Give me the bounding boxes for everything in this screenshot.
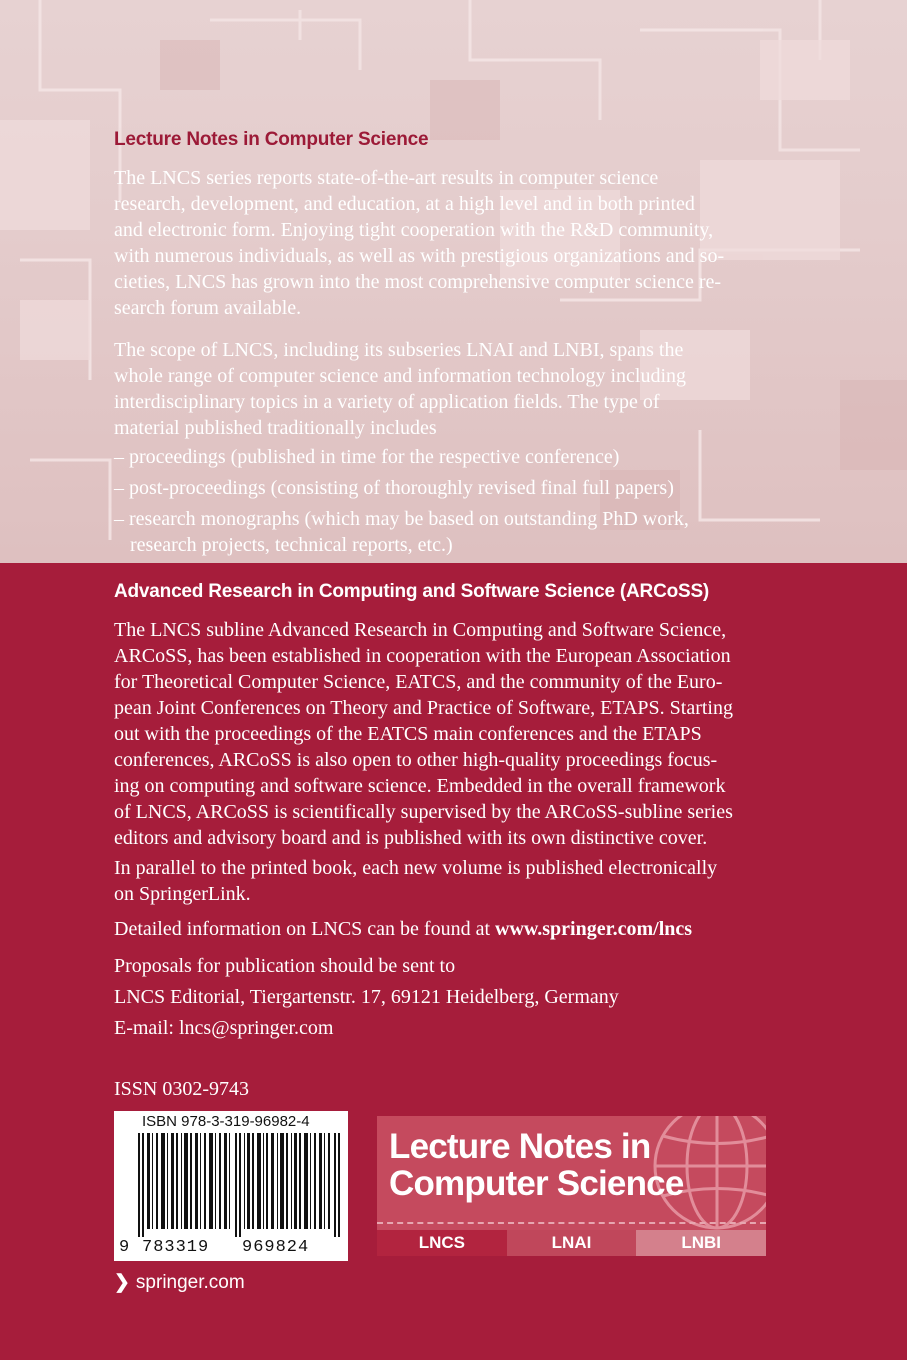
chevron-right-icon: ❯ [114, 1272, 130, 1293]
barcode-bars [138, 1133, 342, 1237]
text-line: ARCoSS, has been established in cooperation with the European Association [114, 645, 731, 667]
text-line: The scope of LNCS, including its subseries LNAI and LNBI, spans the [114, 339, 684, 361]
issn-number: ISSN 0302-9743 [114, 1078, 250, 1100]
list-item [114, 444, 794, 470]
info-line [114, 916, 794, 942]
arcoss-heading: Advanced Research in Computing and Software Science (ARCoSS) [114, 581, 710, 602]
springer-link[interactable] [114, 1271, 245, 1294]
text-line: Proposals for publication should be sent to [114, 955, 456, 977]
logo-divider [377, 1222, 766, 1224]
email-link[interactable]: E-mail: lncs@springer.com [114, 1017, 334, 1039]
lncs-heading: Lecture Notes in Computer Science [114, 129, 429, 150]
address-line [114, 984, 794, 1010]
barcode-group-2: 969824 [242, 1238, 310, 1257]
text-line: interdisciplinary topics in a variety of application fields. The type of [114, 391, 660, 413]
email-line [114, 1015, 794, 1041]
text-line: research, development, and education, at a high level and in both printed [114, 193, 695, 215]
text-line: search forum available. [114, 297, 302, 319]
logo-tab-lnai: LNAI [507, 1230, 637, 1256]
list-item [114, 506, 794, 558]
logo-subseries-bar [377, 1230, 766, 1256]
text-line: editors and advisory board and is published with its own distinctive cover. [114, 827, 708, 849]
text-line: for Theoretical Computer Science, EATCS, and the community of the Euro- [114, 671, 723, 693]
list-item-continuation: research projects, technical reports, etc.) [130, 534, 453, 556]
lncs-url-link[interactable]: www.springer.com/lncs [495, 918, 693, 940]
text-line: with numerous individuals, as well as with prestigious organizations and so- [114, 245, 725, 267]
proposals-line [114, 953, 794, 979]
material-list [114, 444, 794, 563]
lncs-description [114, 165, 794, 321]
text-line: ing on computing and software science. Embedded in the overall framework [114, 775, 726, 797]
list-item [114, 475, 794, 501]
list-item-text: – proceedings (published in time for the respective conference) [114, 446, 620, 468]
text-line: conferences, ARCoSS is also open to other high-quality proceedings focus- [114, 749, 718, 771]
info-prefix: Detailed information on LNCS can be found at [114, 918, 496, 940]
text-line: whole range of computer science and information technology including [114, 365, 687, 387]
lncs-scope [114, 337, 794, 441]
text-line: on SpringerLink. [114, 883, 251, 905]
isbn-label: ISBN 978-3-319-96982-4 [142, 1113, 310, 1130]
list-item-text: – research monographs (which may be based on outstanding PhD work, [114, 508, 689, 530]
text-line [114, 916, 794, 942]
springerlink-note [114, 855, 794, 907]
text-line: material published traditionally includes [114, 417, 437, 439]
text-line: pean Joint Conferences on Theory and Practice of Software, ETAPS. Starting [114, 697, 733, 719]
lncs-logo [377, 1116, 766, 1256]
barcode-group-1: 783319 [142, 1238, 210, 1257]
logo-tab-lncs: LNCS [377, 1230, 507, 1256]
text-line: In parallel to the printed book, each new volume is published electronically [114, 857, 718, 879]
arcoss-description [114, 617, 794, 851]
text-line: The LNCS subline Advanced Research in Computing and Software Science, [114, 619, 727, 641]
list-item-text: – post-proceedings (consisting of thoroughly revised final full papers) [114, 477, 674, 499]
text-line: LNCS Editorial, Tiergartenstr. 17, 69121 Heidelberg, Germany [114, 986, 619, 1008]
text-line: and electronic form. Enjoying tight cooperation with the R&D community, [114, 219, 714, 241]
text-line: out with the proceedings of the EATCS main conferences and the ETAPS [114, 723, 702, 745]
logo-title [389, 1128, 749, 1202]
springer-link-text: springer.com [135, 1272, 245, 1293]
barcode-lead-digit: 9 [119, 1238, 131, 1257]
logo-tab-lnbi: LNBI [636, 1230, 766, 1256]
barcode [114, 1111, 348, 1261]
text-line: The LNCS series reports state-of-the-art results in computer science [114, 167, 659, 189]
logo-title-line: Computer Science [389, 1164, 684, 1203]
logo-title-line: Lecture Notes in [389, 1127, 651, 1166]
text-line: of LNCS, ARCoSS is scientifically supervised by the ARCoSS-subline series [114, 801, 733, 823]
text-line: cieties, LNCS has grown into the most comprehensive computer science re- [114, 271, 722, 293]
